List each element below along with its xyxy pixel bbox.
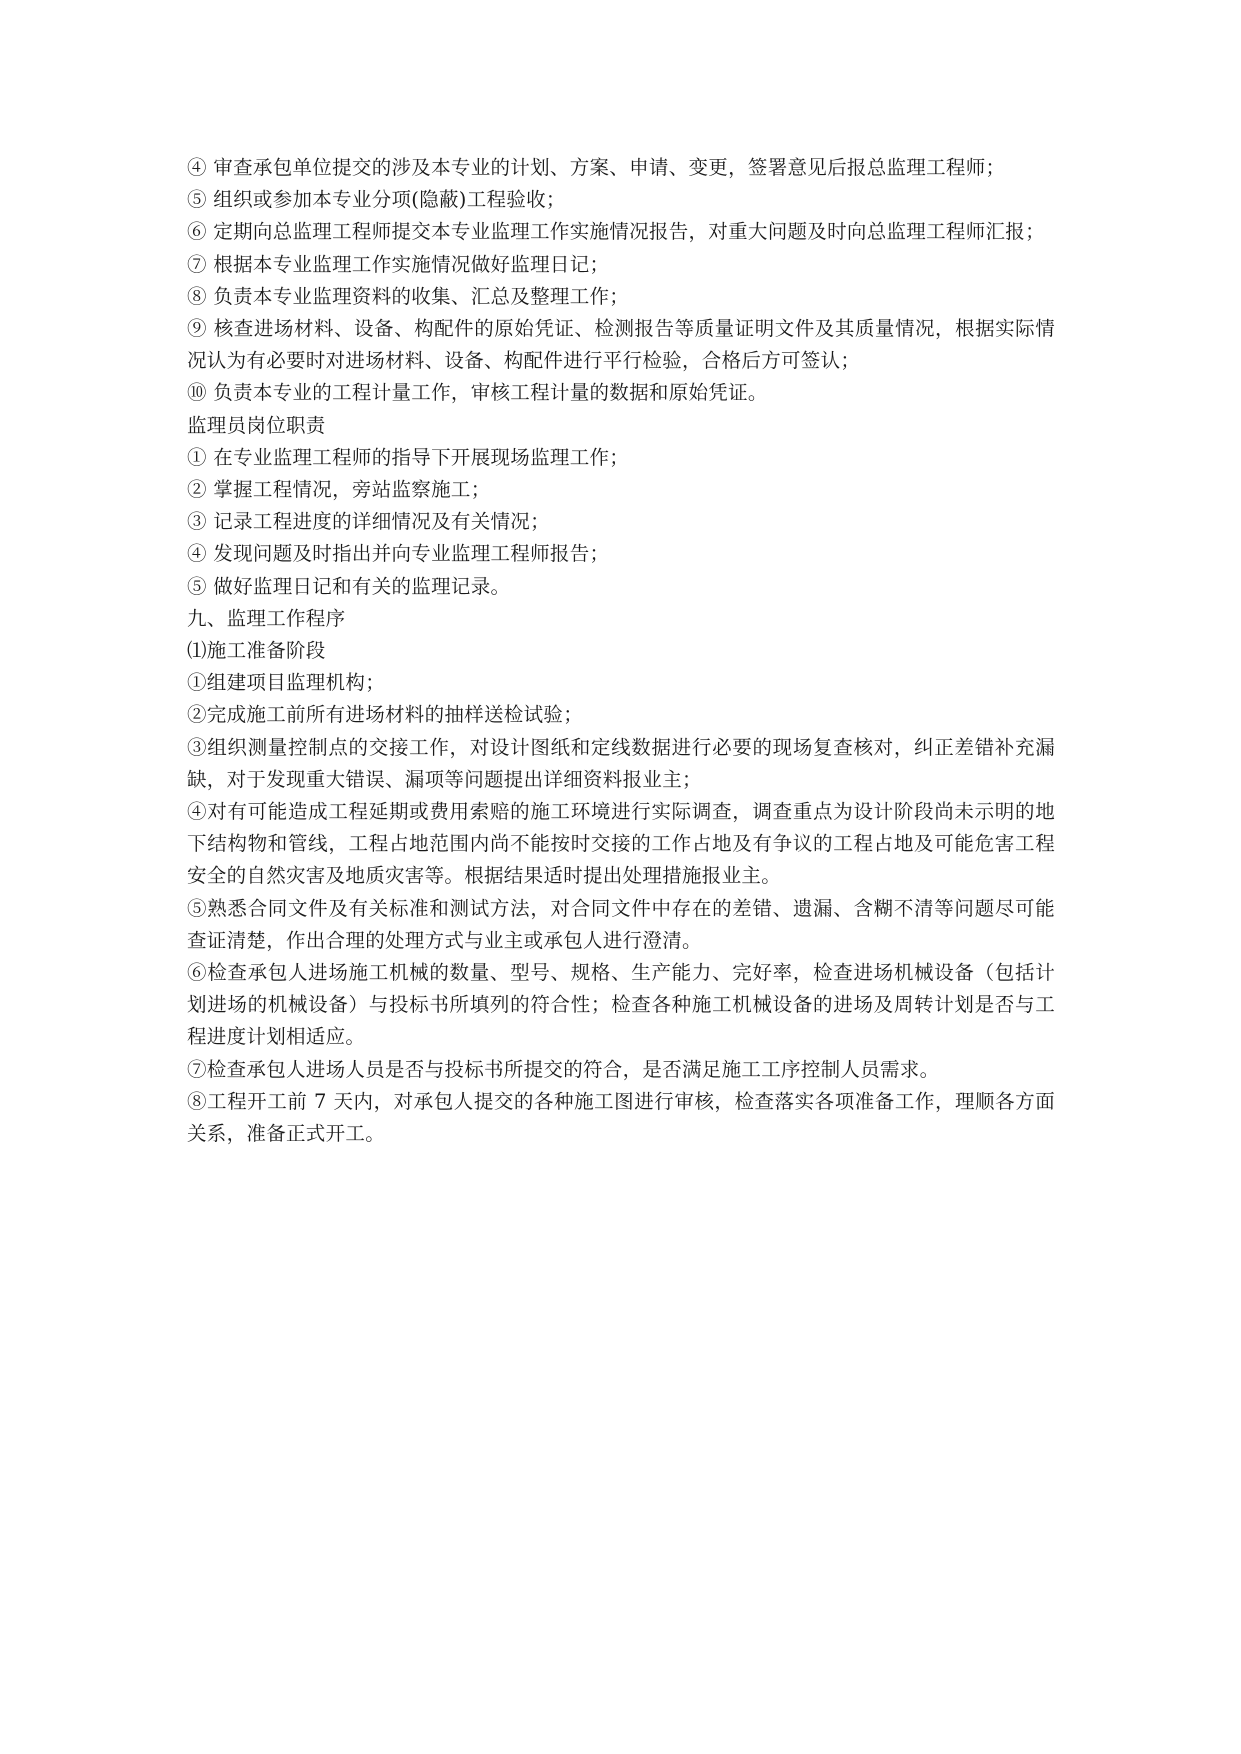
paragraph-prep-step-7: ⑦检查承包人进场人员是否与投标书所提交的符合，是否满足施工工序控制人员需求。	[187, 1057, 940, 1081]
document-body	[187, 152, 1055, 1150]
paragraph-supervisor-duty-4: ④ 审查承包单位提交的涉及本专业的计划、方案、申请、变更，签署意见后报总监理工程师；	[187, 156, 1006, 179]
paragraph-prep-step-2: ②完成施工前所有进场材料的抽样送检试验；	[187, 703, 584, 727]
paragraph-supervisor-duty-10: ⑩ 负责本专业的工程计量工作，审核工程计量的数据和原始凭证。	[187, 381, 768, 405]
paragraph-inspector-duty-1: ① 在专业监理工程师的指导下开展现场监理工作；	[187, 445, 630, 469]
paragraph-supervisor-duty-9: ⑨ 核查进场材料、设备、构配件的原始凭证、检测报告等质量证明文件及其质量情况，根据实际情况认为有必要时对进场材料、设备、构配件进行平行检验，合格后方可签认；	[187, 317, 1055, 373]
paragraph-inspector-duty-5: ⑤ 做好监理日记和有关的监理记录。	[187, 574, 511, 598]
paragraph-prep-step-1: ①组建项目监理机构；	[187, 671, 386, 695]
paragraph-inspector-duty-4: ④ 发现问题及时指出并向专业监理工程师报告；	[187, 542, 610, 566]
paragraph-inspector-duty-2: ② 掌握工程情况，旁站监察施工；	[187, 478, 491, 502]
section-heading-procedure: 九、监理工作程序	[187, 606, 346, 630]
paragraph-prep-step-8: ⑧工程开工前 7 天内，对承包人提交的各种施工图进行审核，检查落实各项准备工作，理顺各方面关系，准备正式开工。	[187, 1089, 1055, 1146]
paragraph-prep-step-3: ③组织测量控制点的交接工作，对设计图纸和定线数据进行必要的现场复查核对，纠正差错补充漏缺，对于发现重大错误、漏项等问题提出详细资料报业主；	[187, 735, 1055, 791]
paragraph-supervisor-duty-6: ⑥ 定期向总监理工程师提交本专业监理工作实施情况报告，对重大问题及时向总监理工程师汇报；	[187, 220, 1045, 244]
paragraph-prep-step-5: ⑤熟悉合同文件及有关标准和测试方法，对合同文件中存在的差错、遗漏、含糊不清等问题尽可能查证清楚，作出合理的处理方式与业主或承包人进行澄清。	[187, 896, 1055, 952]
paragraph-supervisor-duty-8: ⑧ 负责本专业监理资料的收集、汇总及整理工作；	[187, 284, 630, 308]
paragraph-prep-step-4: ④对有可能造成工程延期或费用索赔的施工环境进行实际调查，调查重点为设计阶段尚未示明的地下结构物和管线，工程占地范围内尚不能按时交接的工作占地及有争议的工程占地及可能危害工程安全的自然灾害及地质灾害等。根据结果适时提出处理措施报业主。	[187, 800, 1055, 888]
subheading-preparation-stage: ⑴施工准备阶段	[187, 639, 326, 663]
section-heading-inspector-duties: 监理员岗位职责	[187, 413, 326, 437]
paragraph-supervisor-duty-5: ⑤ 组织或参加本专业分项(隐蔽)工程验收；	[187, 188, 566, 212]
paragraph-prep-step-6: ⑥检查承包人进场施工机械的数量、型号、规格、生产能力、完好率，检查进场机械设备（包括计划进场的机械设备）与投标书所填列的符合性；检查各种施工机械设备的进场及周转计划是否与工程进度计划相适应。	[187, 961, 1055, 1049]
paragraph-inspector-duty-3: ③ 记录工程进度的详细情况及有关情况；	[187, 510, 550, 534]
paragraph-supervisor-duty-7: ⑦ 根据本专业监理工作实施情况做好监理日记；	[187, 252, 610, 276]
